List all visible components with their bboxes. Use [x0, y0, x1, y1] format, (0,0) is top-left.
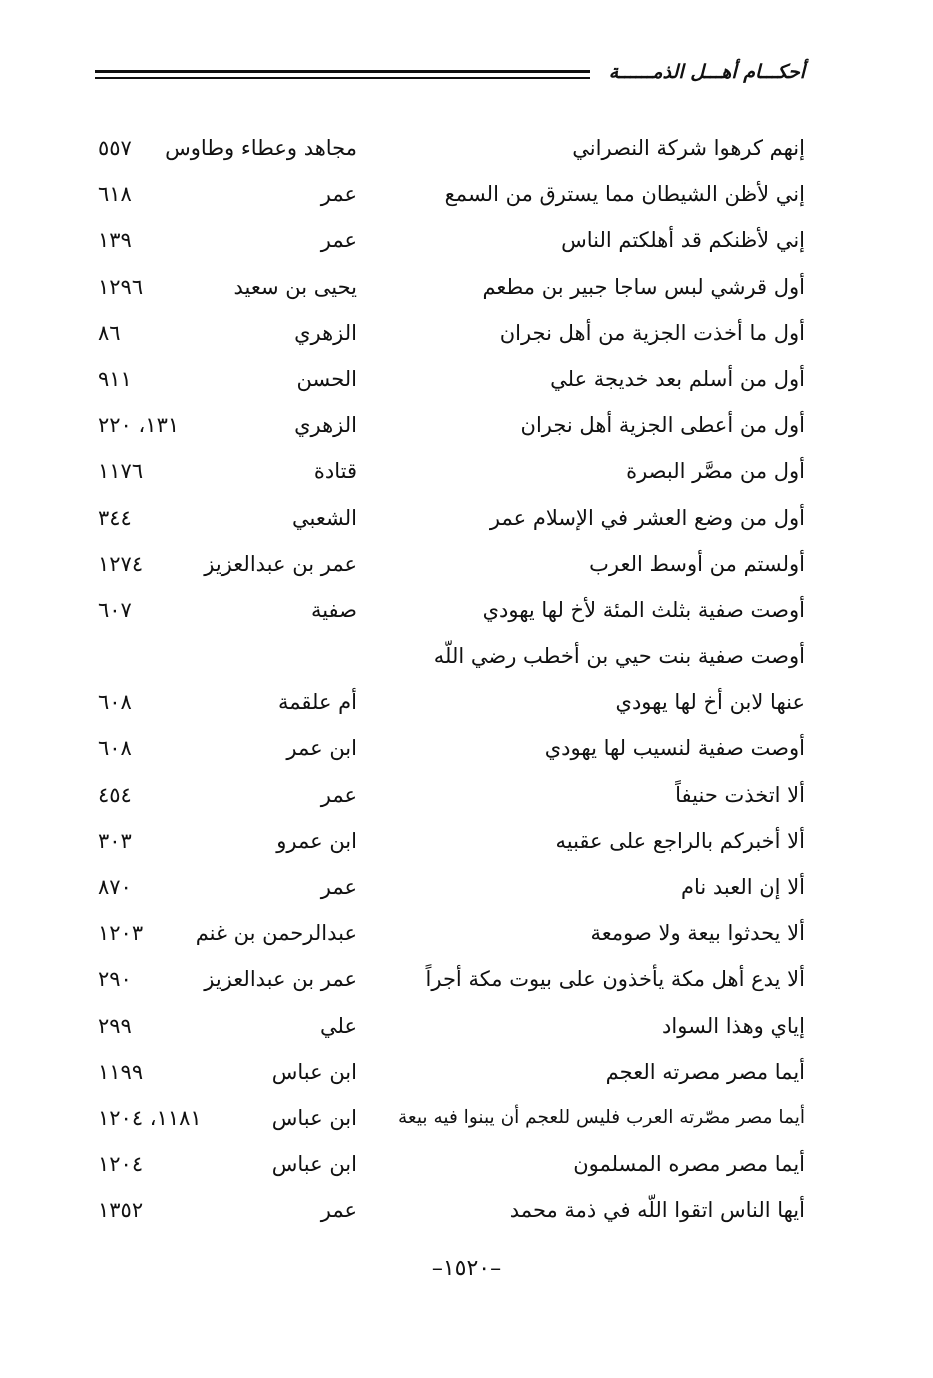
entry-phrase: عنها لابن أخ لها يهودي — [615, 690, 805, 715]
index-entries — [80, 125, 805, 1234]
entry-page-refs: ١٢٠٤ — [98, 1152, 144, 1177]
entry-narrator: عمر — [320, 182, 357, 207]
entry-page-refs: ٨٦ — [98, 320, 121, 345]
entry-narrator: الزهري — [294, 413, 357, 438]
entry-page-refs: ٢٩٩ — [98, 1013, 132, 1038]
entry-phrase: ألا يحدثوا بيعة ولا صومعة — [590, 921, 805, 946]
entry-phrase: أول من أعطى الجزية أهل نجران — [520, 413, 805, 438]
entry-narrator: الزهري — [294, 320, 357, 345]
entry-page-refs: ٨٧٠ — [98, 875, 132, 899]
entry-phrase: أول ما أخذت الجزية من أهل نجران — [499, 320, 805, 345]
entry-narrator: الشعبي — [292, 505, 357, 530]
index-entry — [80, 1049, 805, 1095]
index-entry — [80, 171, 805, 217]
index-entry — [80, 1141, 805, 1187]
entry-phrase: إني لأظنكم قد أهلكتم الناس — [561, 228, 805, 253]
index-entry — [80, 1187, 805, 1233]
entry-phrase: أول من مصَّر البصرة — [626, 459, 805, 484]
entry-page-refs: ١٢٩٦ — [98, 274, 144, 299]
entry-narrator: عمر — [320, 782, 357, 807]
entry-phrase: أوصت صفية بثلث المئة لأخ لها يهودي — [482, 597, 805, 622]
entry-narrator: أم علقمة — [277, 690, 357, 715]
entry-narrator: ابن عباس — [271, 1152, 357, 1177]
entry-narrator: عمر — [320, 1198, 357, 1223]
entry-page-refs: ٣٠٣ — [98, 828, 132, 853]
entry-page-refs: ١٢٧٤ — [98, 551, 144, 576]
index-entry — [80, 495, 805, 541]
index-entry — [80, 217, 805, 263]
entry-narrator: ابن عمرو — [276, 828, 357, 853]
entry-page-refs: ٦٠٨ — [98, 690, 132, 715]
entry-page-refs: ٦١٨ — [98, 182, 132, 207]
running-head — [95, 58, 805, 94]
index-entry — [80, 356, 805, 402]
entry-page-refs: ٣٤٤ — [98, 505, 132, 530]
entry-narrator: يحيى بن سعيد — [233, 274, 357, 299]
entry-page-refs: ٤٥٤ — [98, 782, 132, 807]
entry-narrator: علي — [320, 1013, 357, 1038]
entry-page-refs: ٢٩٠ — [98, 967, 132, 992]
entry-narrator: عمر — [320, 875, 357, 899]
entry-narrator: ابن عمر — [286, 736, 357, 761]
entry-narrator: الحسن — [296, 366, 357, 391]
index-entry — [80, 1003, 805, 1049]
entry-phrase: ألا إن العبد نام — [680, 875, 805, 899]
entry-page-refs: ١٣١، ٢٢٠ — [98, 413, 180, 438]
index-entry — [80, 772, 805, 818]
entry-narrator: ابن عباس — [271, 1059, 357, 1084]
index-entry — [80, 864, 805, 910]
entry-narrator: صفية — [310, 597, 357, 622]
entry-phrase: أيما مصر مصرته العجم — [605, 1059, 805, 1084]
index-entry — [80, 725, 805, 771]
entry-narrator: عمر بن عبدالعزيز — [204, 551, 357, 576]
index-entry — [80, 541, 805, 587]
entry-page-refs: ١٣٩ — [98, 228, 132, 253]
entry-phrase: إياي وهذا السواد — [662, 1013, 805, 1038]
entry-narrator: عمر بن عبدالعزيز — [204, 967, 357, 992]
entry-page-refs: ٦٠٨ — [98, 736, 132, 761]
entry-narrator: عبدالرحمن بن غنم — [195, 921, 357, 946]
entry-page-refs: ١١٧٦ — [98, 459, 144, 484]
entry-phrase: أول قرشي لبس ساجا جبير بن مطعم — [482, 274, 805, 299]
entry-phrase: أيما مصر مصّرته العرب فليس للعجم أن يبنوا فيه بيعة — [398, 1106, 805, 1128]
entry-phrase: أيما مصر مصره المسلمون — [573, 1152, 805, 1177]
index-entry — [80, 910, 805, 956]
entry-phrase: أوصت صفية بنت حيي بن أخطب رضي اللّه — [433, 644, 805, 669]
index-entry — [80, 679, 805, 725]
entry-phrase: أيها الناس اتقوا اللّه في ذمة محمد — [509, 1198, 805, 1223]
index-entry — [80, 310, 805, 356]
index-entry — [80, 264, 805, 310]
entry-phrase: ألا أخبركم بالراجع على عقبيه — [555, 828, 805, 853]
entry-phrase: ألا يدع أهل مكة يأخذون على بيوت مكة أجراً — [425, 967, 805, 992]
index-entry — [80, 402, 805, 448]
entry-page-refs: ١١٨١، ١٢٠٤ — [98, 1105, 202, 1130]
index-entry — [80, 956, 805, 1002]
entry-page-refs: ٦٠٧ — [98, 597, 132, 622]
header-rule-thin — [95, 77, 590, 79]
index-entry — [80, 587, 805, 633]
running-title: أحكـــام أهـــل الذمــــــة — [608, 61, 805, 83]
entry-page-refs: ١٣٥٢ — [98, 1198, 144, 1223]
entry-phrase: ألا اتخذت حنيفاً — [675, 782, 805, 807]
entry-page-refs: ٥٥٧ — [98, 136, 132, 160]
index-entry — [80, 633, 805, 679]
page-number: –١٥٢٠– — [431, 1256, 502, 1281]
index-entry — [80, 125, 805, 171]
entry-phrase: أول من أسلم بعد خديجة علي — [550, 366, 805, 391]
entry-narrator: عمر — [320, 228, 357, 253]
entry-phrase: أوصت صفية لنسيب لها يهودي — [544, 736, 805, 761]
index-entry — [80, 1095, 805, 1141]
entry-phrase: أولستم من أوسط العرب — [589, 551, 805, 576]
entry-phrase: إنهم كرهوا شركة النصراني — [572, 136, 805, 160]
entry-page-refs: ١٢٠٣ — [98, 921, 144, 946]
entry-page-refs: ١١٩٩ — [98, 1059, 144, 1084]
entry-phrase: أول من وضع العشر في الإسلام عمر — [489, 505, 805, 530]
entry-narrator: مجاهد وعطاء وطاوس — [165, 136, 357, 160]
index-entry — [80, 448, 805, 494]
entry-narrator: قتادة — [313, 459, 357, 484]
entry-page-refs: ٩١١ — [98, 366, 132, 391]
index-entry — [80, 818, 805, 864]
entry-phrase: إني لأظن الشيطان مما يسترق من السمع — [444, 182, 805, 207]
header-rule-thick — [95, 70, 590, 73]
entry-narrator: ابن عباس — [271, 1105, 357, 1130]
